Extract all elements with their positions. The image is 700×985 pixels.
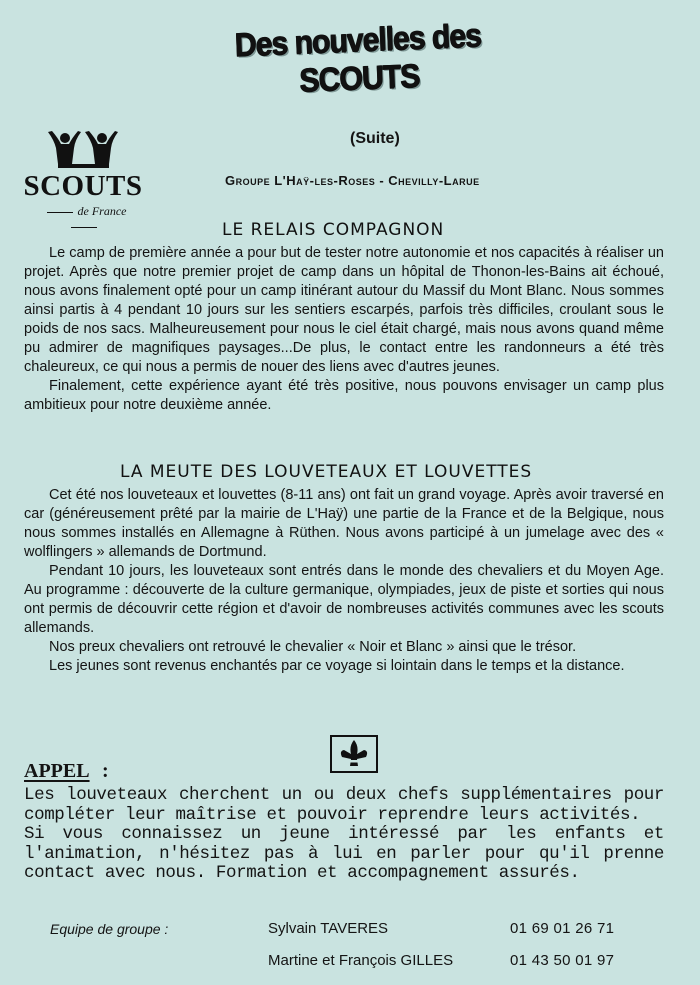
contact-label: Equipe de groupe : bbox=[50, 921, 169, 937]
section-heading-meute: LA MEUTE DES LOUVETEAUX ET LOUVETTES bbox=[120, 462, 533, 482]
contact-phone-1: 01 69 01 26 71 bbox=[510, 920, 615, 937]
relais-article bbox=[24, 244, 664, 415]
section-heading-relais: LE RELAIS COMPAGNON bbox=[222, 220, 445, 240]
fleur-de-lis-emblem-icon bbox=[330, 735, 378, 773]
scout-figures-icon bbox=[18, 128, 148, 174]
appel-colon: : bbox=[102, 760, 109, 782]
appel-paragraph-1: Les louveteaux cherchent un ou deux chefs supplémentaires pour compléter leur maîtrise et pouvoir reprendre leurs activités. bbox=[24, 785, 664, 825]
meute-paragraph-1: Cet été nos louveteaux et louvettes (8-11 ans) ont fait un grand voyage. Après avoir traversé en car (généreusement prêté par la mairie de L'Haÿ) une partie de la France et de la Belgique, nous nous sommes installés en Allemagne à Rüthen. Nous avons participé à un jumelage avec des « wolflingers » allemands de Dortmund. bbox=[24, 487, 664, 560]
suite-label: (Suite) bbox=[350, 130, 400, 147]
appel-paragraph-2: Si vous connaissez un jeune intéressé par les enfants et l'animation, n'hésitez pas à lui en parler pour qu'il prenne contact avec nous. Formation et accompagnement assurés. bbox=[24, 824, 664, 883]
meute-article bbox=[24, 486, 664, 676]
page-title: Des nouvelles des SCOUTS bbox=[233, 16, 482, 99]
relais-paragraph-2: Finalement, cette expérience ayant été très positive, nous pouvons envisager un camp plus ambitieux pour notre deuxième année. bbox=[24, 378, 664, 413]
meute-paragraph-4: Les jeunes sont revenus enchantés par ce voyage si lointain dans le temps et la distance. bbox=[49, 658, 625, 674]
appel-text bbox=[24, 786, 664, 884]
logo-subtitle: de France bbox=[24, 204, 144, 234]
meute-paragraph-2: Pendant 10 jours, les louveteaux sont entrés dans le monde des chevaliers et du Moyen Age. Au programme : découverte de la culture germanique, olympiades, jeux de piste et sorties qui nous ont permis de découvrir cette région et d'avoir de nombreuses activités communes avec les scouts allemands. bbox=[24, 563, 664, 636]
contact-name-2: Martine et François GILLES bbox=[268, 952, 454, 969]
group-name: Groupe L'Haÿ-les-Roses - Chevilly-Larue bbox=[225, 173, 480, 188]
scouts-de-france-logo bbox=[18, 128, 148, 228]
contact-name-1: Sylvain TAVERES bbox=[268, 920, 389, 937]
appel-heading: APPEL bbox=[24, 760, 90, 782]
meute-paragraph-3: Nos preux chevaliers ont retrouvé le chevalier « Noir et Blanc » ainsi que le trésor. bbox=[49, 639, 577, 655]
logo-wordmark: SCOUTS bbox=[23, 170, 143, 202]
contact-phone-2: 01 43 50 01 97 bbox=[510, 952, 615, 969]
relais-paragraph-1: Le camp de première année a pour but de tester notre autonomie et nos capacités à réaliser un projet. Après que notre premier projet de camp dans un hôpital de Thonon-les-Bains ait échoué, nous avons finalement opté pour un camp itinérant autour du Massif du Mont Blanc. Nous sommes ainsi partis à 4 pendant 10 jours sur les sentiers escarpés, parfois très difficiles, croulant sous le poids de nos sacs. Malheureusement pour nous le ciel était chargé, mais nous avons quand même pu admirer de magnifiques paysages...De plus, le contact entre les randonneurs a été très chaleureux, ce qui nous a permis de nouer des liens avec d'autres jeunes. bbox=[24, 245, 664, 375]
